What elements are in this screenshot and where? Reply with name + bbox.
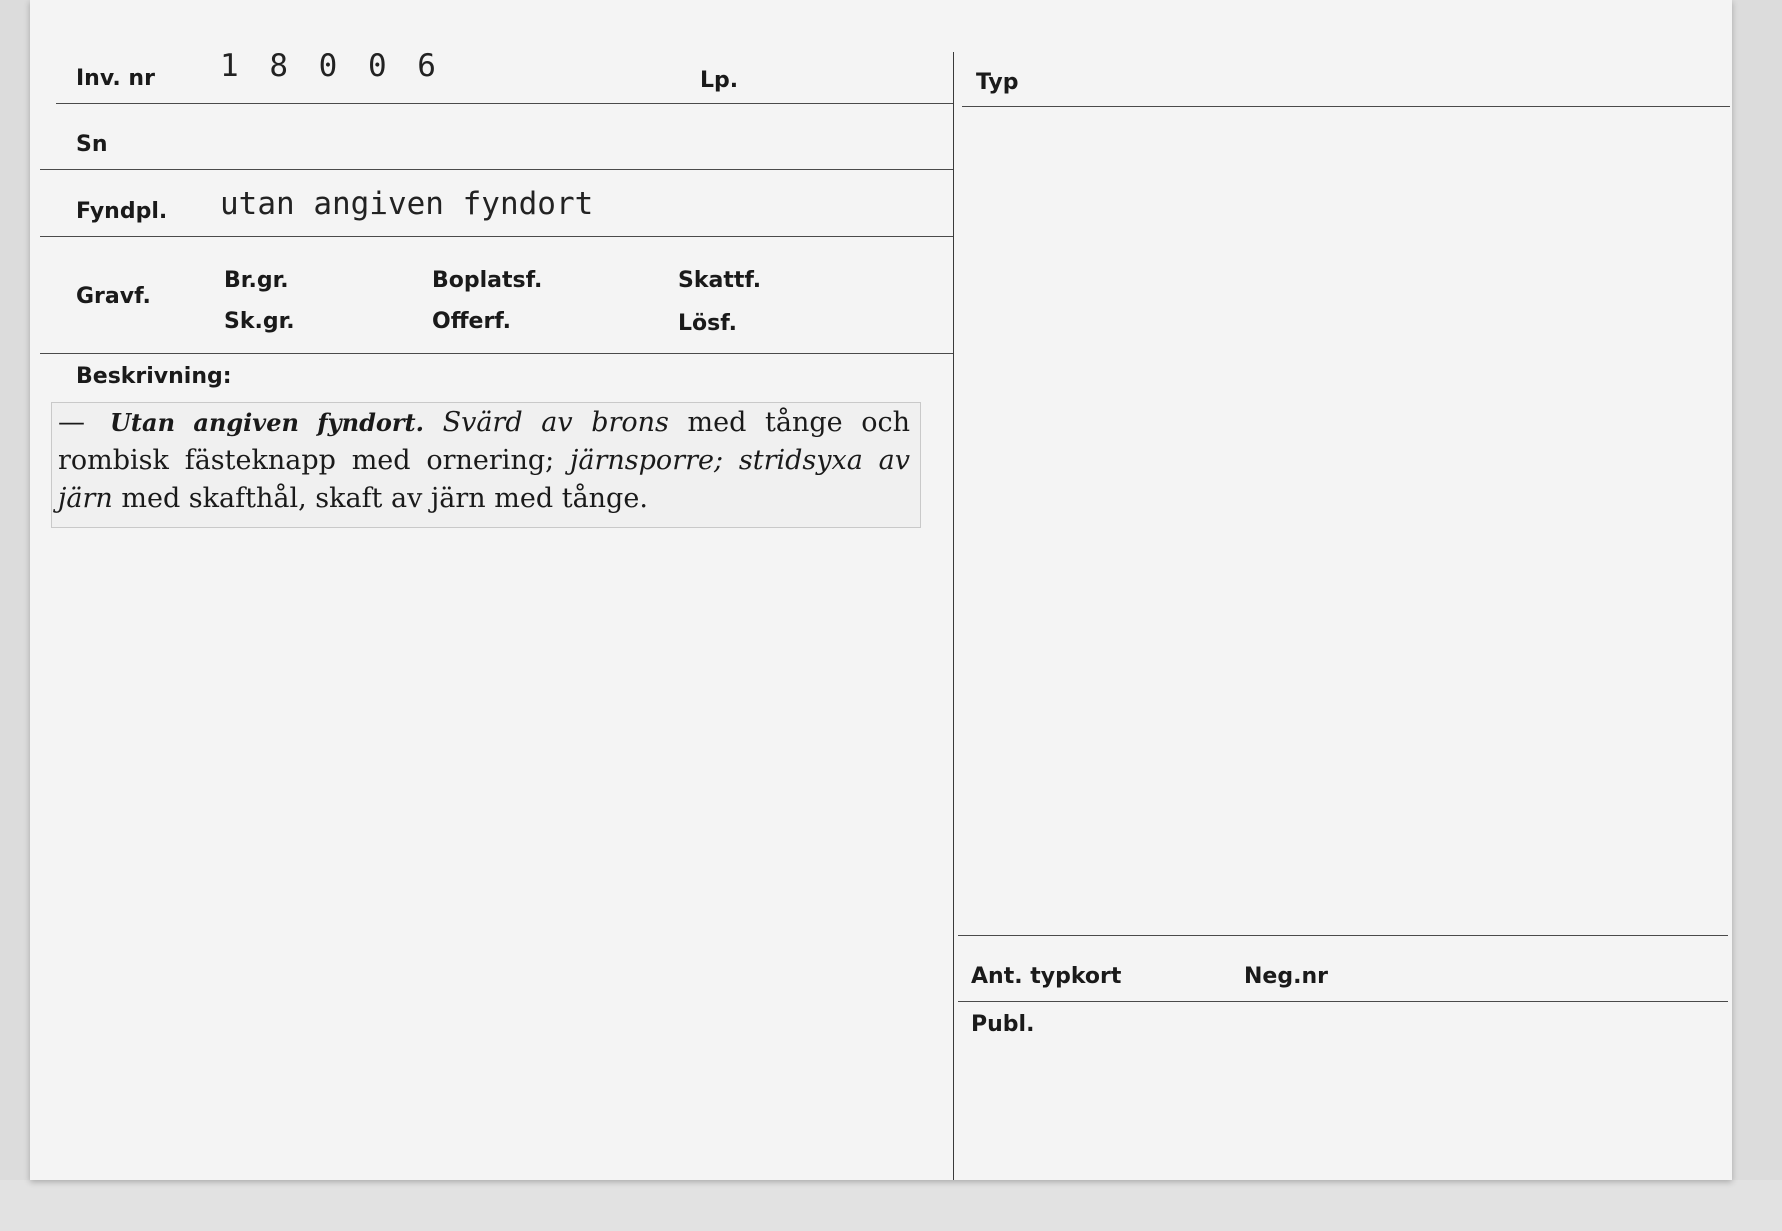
- description-dash: —: [58, 407, 85, 438]
- ant-typkort-label: Ant. typkort: [971, 964, 1122, 989]
- lp-label: Lp.: [700, 68, 739, 93]
- description-part2: med tånge och rombisk fästeknapp med ornering;: [58, 407, 910, 476]
- description-part1: Svärd av brons: [442, 407, 669, 438]
- brgr-label: Br.gr.: [224, 268, 289, 293]
- inv-nr-label: Inv. nr: [76, 66, 155, 91]
- fyndpl-value: utan angiven fyndort: [220, 186, 594, 222]
- inv-nr-value: 1 8 0 0 6: [220, 48, 442, 84]
- skgr-label: Sk.gr.: [224, 309, 295, 334]
- description-lead: Utan angiven fyndort.: [110, 408, 424, 437]
- scan-bottom-strip: [0, 1180, 1782, 1231]
- losf-label: Lösf.: [678, 311, 737, 336]
- publ-label: Publ.: [971, 1012, 1035, 1037]
- typ-label: Typ: [976, 70, 1019, 95]
- fyndpl-label: Fyndpl.: [76, 199, 168, 224]
- divider-row1: [56, 103, 954, 104]
- divider-typkort: [958, 935, 1728, 936]
- catalog-card: [30, 0, 1732, 1180]
- offerf-label: Offerf.: [432, 309, 512, 334]
- divider-row4: [40, 353, 954, 354]
- boplatsf-label: Boplatsf.: [432, 268, 543, 293]
- gravf-label: Gravf.: [76, 284, 151, 309]
- neg-nr-label: Neg.nr: [1244, 964, 1328, 989]
- divider-row2: [40, 169, 954, 170]
- divider-publ: [958, 1001, 1728, 1002]
- beskrivning-label: Beskrivning:: [76, 364, 232, 389]
- description-part4: med skafthål, skaft av järn med tånge.: [121, 483, 648, 514]
- divider-typ: [962, 106, 1730, 107]
- description-part3: järnsporre; stridsyxa av järn: [58, 445, 911, 514]
- divider-row3: [40, 236, 954, 237]
- sn-label: Sn: [76, 132, 108, 157]
- vertical-divider: [953, 52, 954, 1180]
- description-text: [58, 404, 910, 518]
- skattf-label: Skattf.: [678, 268, 762, 293]
